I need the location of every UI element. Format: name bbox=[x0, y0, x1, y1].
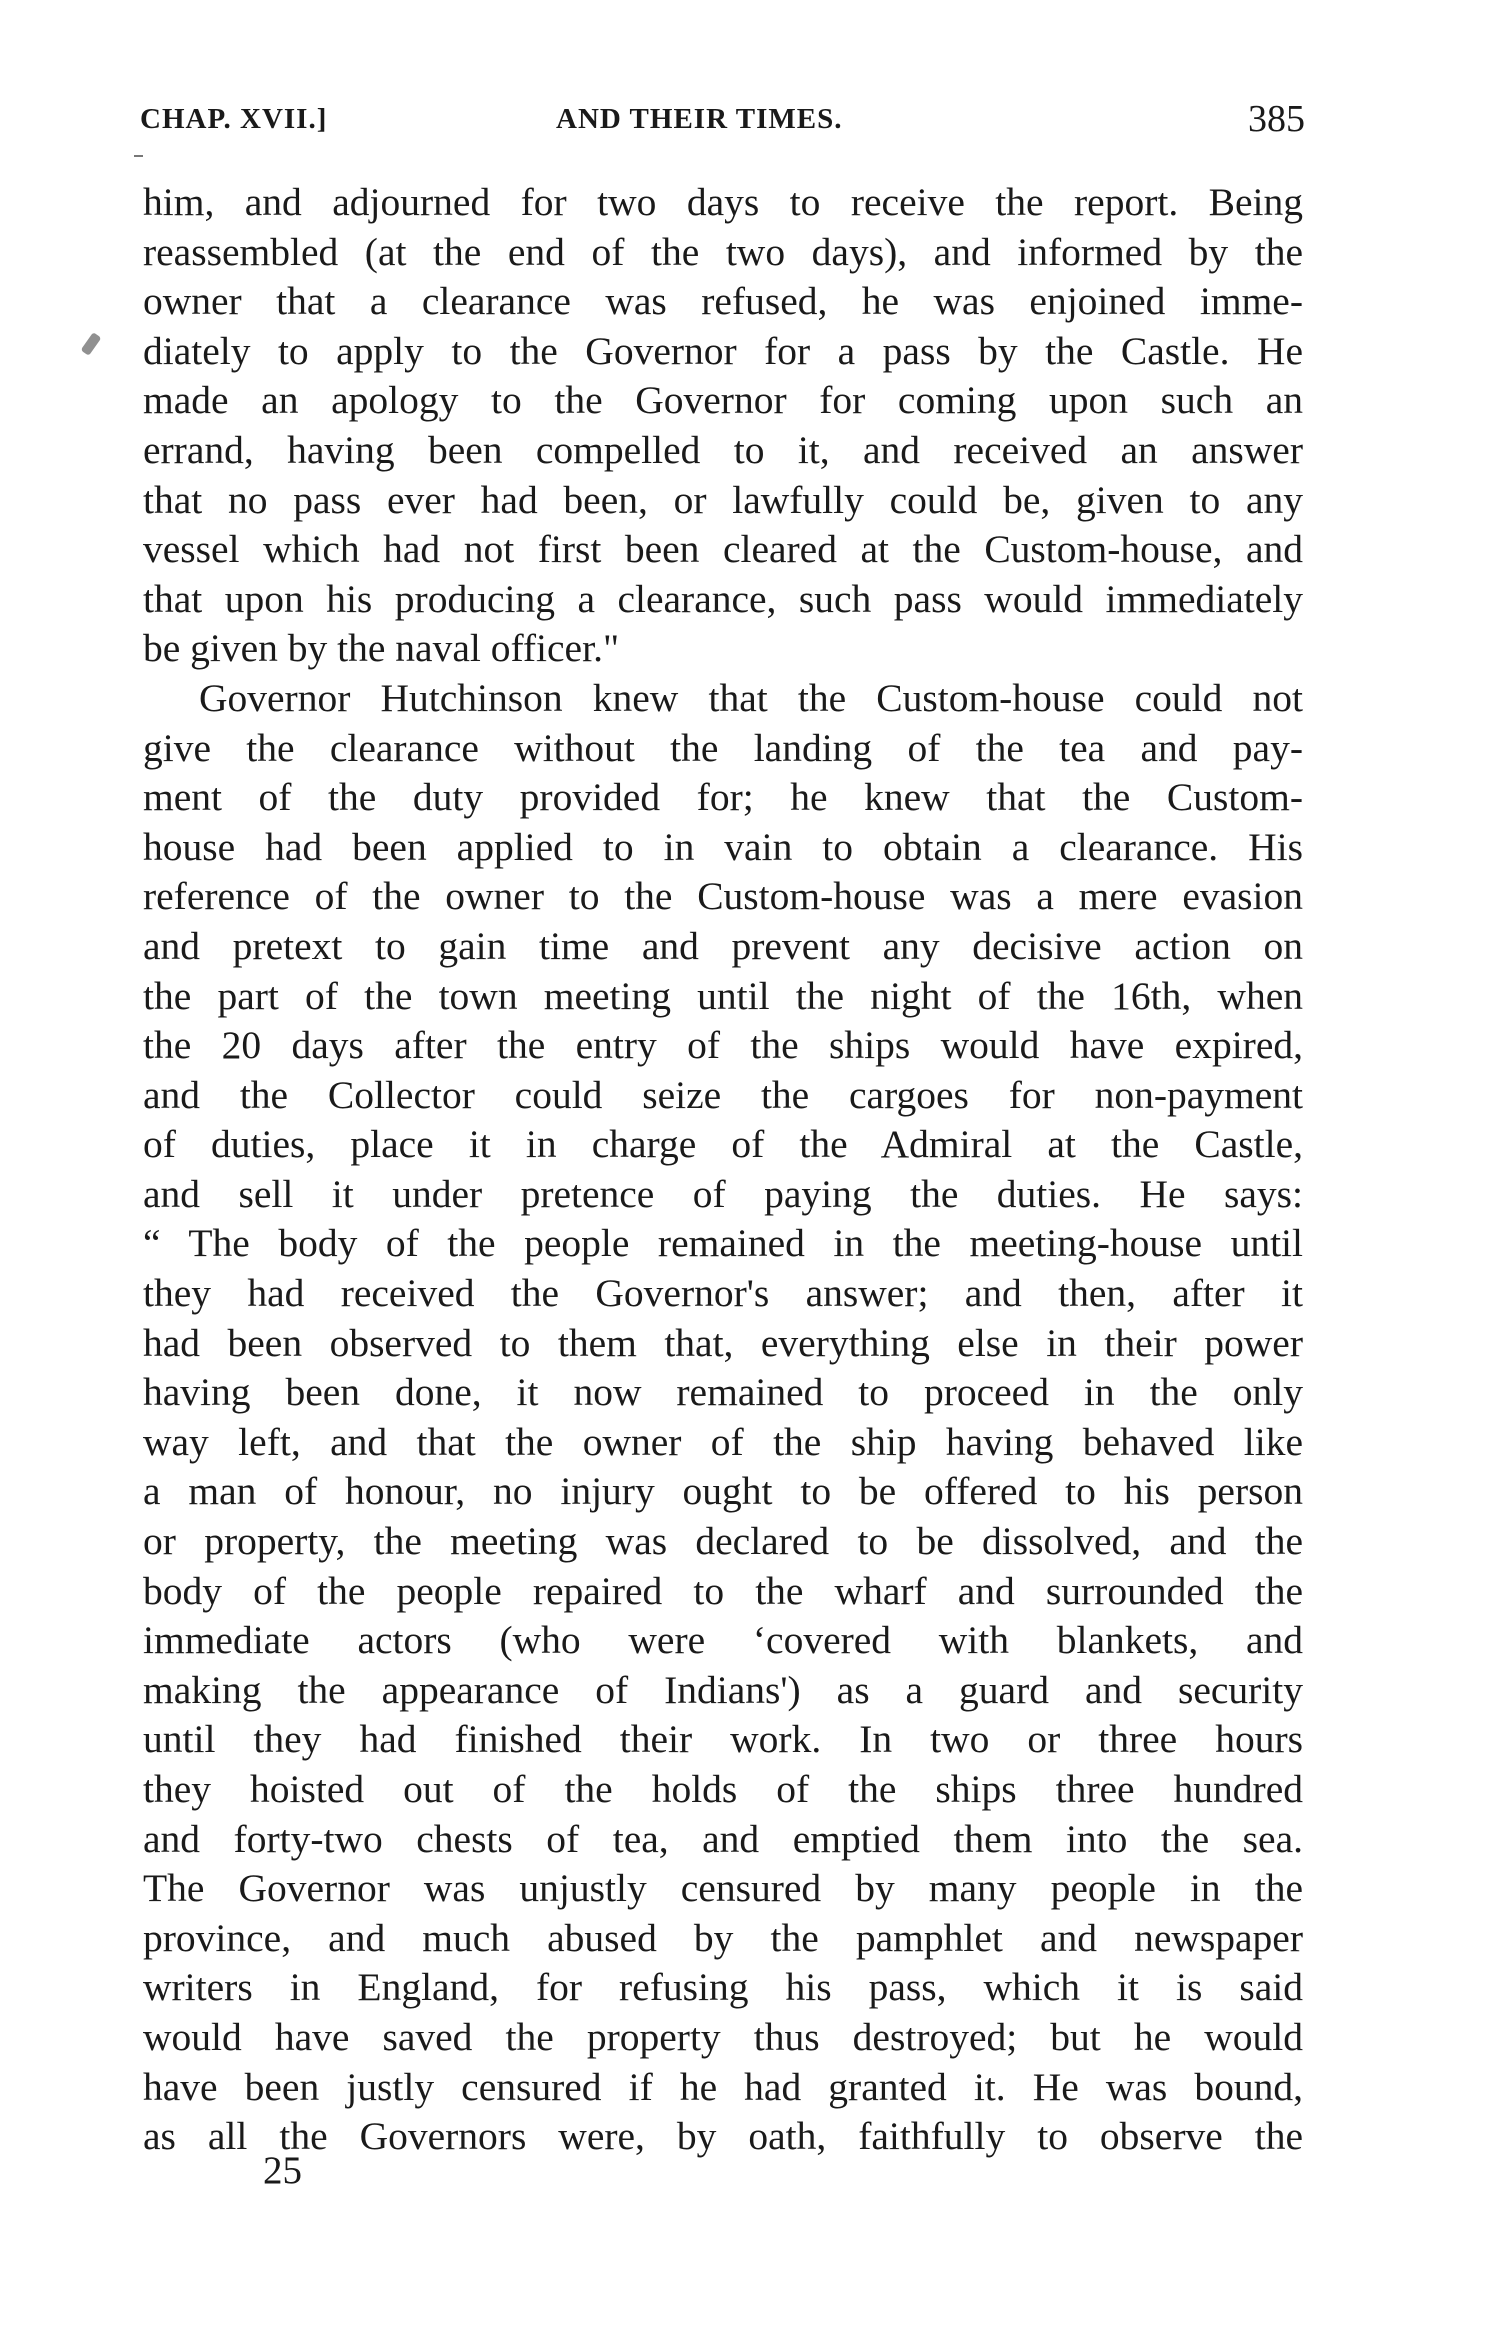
text-line: a man of honour, no injury ought to be offered to his person bbox=[143, 1469, 1303, 1514]
text-line: him, and adjourned for two days to receive the report. Being bbox=[143, 180, 1303, 224]
text-line: “ The body of the people remained in the meeting-house until bbox=[143, 1221, 1303, 1266]
body-text bbox=[143, 178, 1303, 2162]
text-line: body of the people repaired to the wharf and surrounded the bbox=[143, 1568, 1303, 1613]
text-line: that no pass ever had been, or lawfully could be, given to any bbox=[143, 477, 1303, 522]
text-line: Governor Hutchinson knew that the Custom-house could not bbox=[199, 675, 1303, 720]
paragraph-1 bbox=[143, 178, 1303, 674]
text-line: errand, having been compelled to it, and received an answer bbox=[143, 427, 1303, 472]
text-line: the 20 days after the entry of the ships would have expired, bbox=[143, 1023, 1303, 1068]
text-line: and sell it under pretence of paying the duties. He says: bbox=[143, 1171, 1303, 1216]
text-line: The Governor was unjustly censured by many people in the bbox=[143, 1866, 1303, 1911]
text-line: writers in England, for refusing his pass, which it is said bbox=[143, 1965, 1303, 2010]
text-line: owner that a clearance was refused, he was enjoined imme- bbox=[143, 279, 1303, 324]
text-line: reassembled (at the end of the two days), and informed by the bbox=[143, 229, 1303, 274]
text-line: until they had finished their work. In two or three hours bbox=[143, 1717, 1303, 1762]
paragraph-2 bbox=[143, 674, 1303, 2162]
text-line: reference of the owner to the Custom-house was a mere evasion bbox=[143, 874, 1303, 919]
text-line: give the clearance without the landing of the tea and pay- bbox=[143, 725, 1303, 770]
text-line: made an apology to the Governor for coming upon such an bbox=[143, 378, 1303, 423]
text-line: of duties, place it in charge of the Admiral at the Castle, bbox=[143, 1122, 1303, 1167]
text-line: and forty-two chests of tea, and emptied them into the sea. bbox=[143, 1816, 1303, 1861]
text-line: be given by the naval officer." bbox=[143, 626, 620, 671]
text-line: way left, and that the owner of the ship having behaved like bbox=[143, 1419, 1303, 1464]
text-line: the part of the town meeting until the night of the 16th, when bbox=[143, 973, 1303, 1018]
page-number: 385 bbox=[1248, 98, 1305, 140]
text-line: making the appearance of Indians') as a guard and security bbox=[143, 1667, 1303, 1712]
text-line: have been justly censured if he had granted it. He was bound, bbox=[143, 2064, 1303, 2109]
text-line: they had received the Governor's answer; and then, after it bbox=[143, 1271, 1303, 1316]
text-line: vessel which had not first been cleared at the Custom-house, and bbox=[143, 527, 1303, 572]
chapter-label: CHAP. XVII.] bbox=[140, 103, 328, 135]
text-line: or property, the meeting was declared to be dissolved, and the bbox=[143, 1519, 1303, 1564]
text-line: province, and much abused by the pamphlet and newspaper bbox=[143, 1915, 1303, 1960]
text-line: diately to apply to the Governor for a pass by the Castle. He bbox=[143, 328, 1303, 373]
text-line: would have saved the property thus destroyed; but he would bbox=[143, 2014, 1303, 2059]
text-line: and pretext to gain time and prevent any decisive action on bbox=[143, 923, 1303, 968]
text-line: ment of the duty provided for; he knew that the Custom- bbox=[143, 775, 1303, 820]
text-line: as all the Governors were, by oath, faithfully to observe the bbox=[143, 2114, 1303, 2159]
text-line: immediate actors (who were ‘covered with blankets, and bbox=[143, 1618, 1303, 1663]
running-head bbox=[140, 98, 1305, 163]
text-line: had been observed to them that, everything else in their power bbox=[143, 1320, 1303, 1365]
signature-mark: 25 bbox=[263, 2149, 302, 2192]
text-line: house had been applied to in vain to obtain a clearance. His bbox=[143, 824, 1303, 869]
margin-ink-mark bbox=[81, 332, 102, 356]
text-line: they hoisted out of the holds of the ships three hundred bbox=[143, 1767, 1303, 1811]
running-title: AND THEIR TIMES. bbox=[556, 103, 843, 135]
text-line: having been done, it now remained to proceed in the only bbox=[143, 1370, 1303, 1415]
text-line: and the Collector could seize the cargoes for non-payment bbox=[143, 1072, 1303, 1117]
text-line: that upon his producing a clearance, such pass would immediately bbox=[143, 576, 1303, 621]
